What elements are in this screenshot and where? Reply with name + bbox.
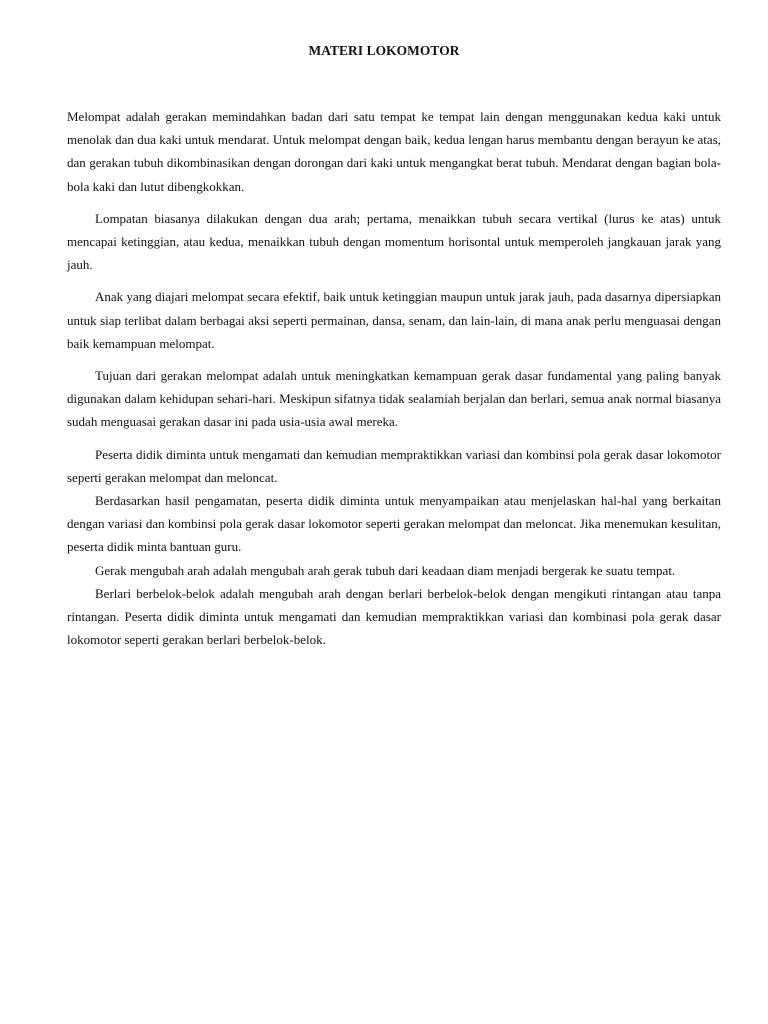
paragraph-5: Peserta didik diminta untuk mengamati dan kemudian mempraktikkan variasi dan kombinsi pola gerak dasar lokomotor seperti gerakan melompat dan meloncat. [67,446,721,485]
paragraph-3: Anak yang diajari melompat secara efektif, baik untuk ketinggian maupun untuk jarak jauh, pada dasarnya dipersiapkan untuk siap terlibat dalam berbagai aksi seperti permainan, dansa, senam, dan lain-lain, di mana anak perlu menguasai dengan baik kemampuan melompat. [67,289,721,351]
paragraph-2: Lompatan biasanya dilakukan dengan dua arah; pertama, menaikkan tubuh secara vertikal (lurus ke atas) untuk mencapai ketinggian, atau kedua, menaikkan tubuh dengan momentum horisontal untuk memperoleh jangkauan jarak yang jauh. [67,210,721,273]
paragraph-4: Tujuan dari gerakan melompat adalah untuk meningkatkan kemampuan gerak dasar fundamental yang paling banyak digunakan dalam kehidupan sehari-hari. Meskipun sifatnya tidak sealamiah berjalan dan berlari, semua anak normal biasanya sudah menguasai gerakan dasar ini pada usia-usia awal mereka. [67,368,721,430]
paragraph-1: Melompat adalah gerakan memindahkan badan dari satu tempat ke tempat lain dengan menggunakan kedua kaki untuk menolak dan dua kaki untuk mendarat. Untuk melompat dengan baik, kedua lengan harus membantu dengan berayun ke atas, dan gerakan tubuh dikombinasikan dengan dorongan dari kaki untuk mengangkat berat tubuh. Mendarat dengan bagian bola-bola kaki dan lutut dibengkokkan. [67,109,721,194]
paragraph-6: Berdasarkan hasil pengamatan, peserta didik diminta untuk menyampaikan atau menjelaskan hal-hal yang berkaitan dengan variasi dan kombinsi pola gerak dasar lokomotor seperti gerakan melompat dan meloncat. Jika menemukan kesulitan, peserta didik minta bantuan guru. [67,493,721,555]
paragraph-7: Gerak mengubah arah adalah mengubah arah gerak tubuh dari keadaan diam menjadi bergerak ke suatu tempat. [95,562,676,578]
document-body [67,105,721,651]
paragraph-8: Berlari berbelok-belok adalah mengubah arah dengan berlari berbelok-belok dengan mengikuti rintangan atau tanpa rintangan. Peserta didik diminta untuk mengamati dan kemudian mempraktikkan variasi dan kombinasi pola gerak dasar lokomotor seperti gerakan berlari berbelok-belok. [67,585,721,648]
document-title: MATERI LOKOMOTOR [308,43,460,58]
